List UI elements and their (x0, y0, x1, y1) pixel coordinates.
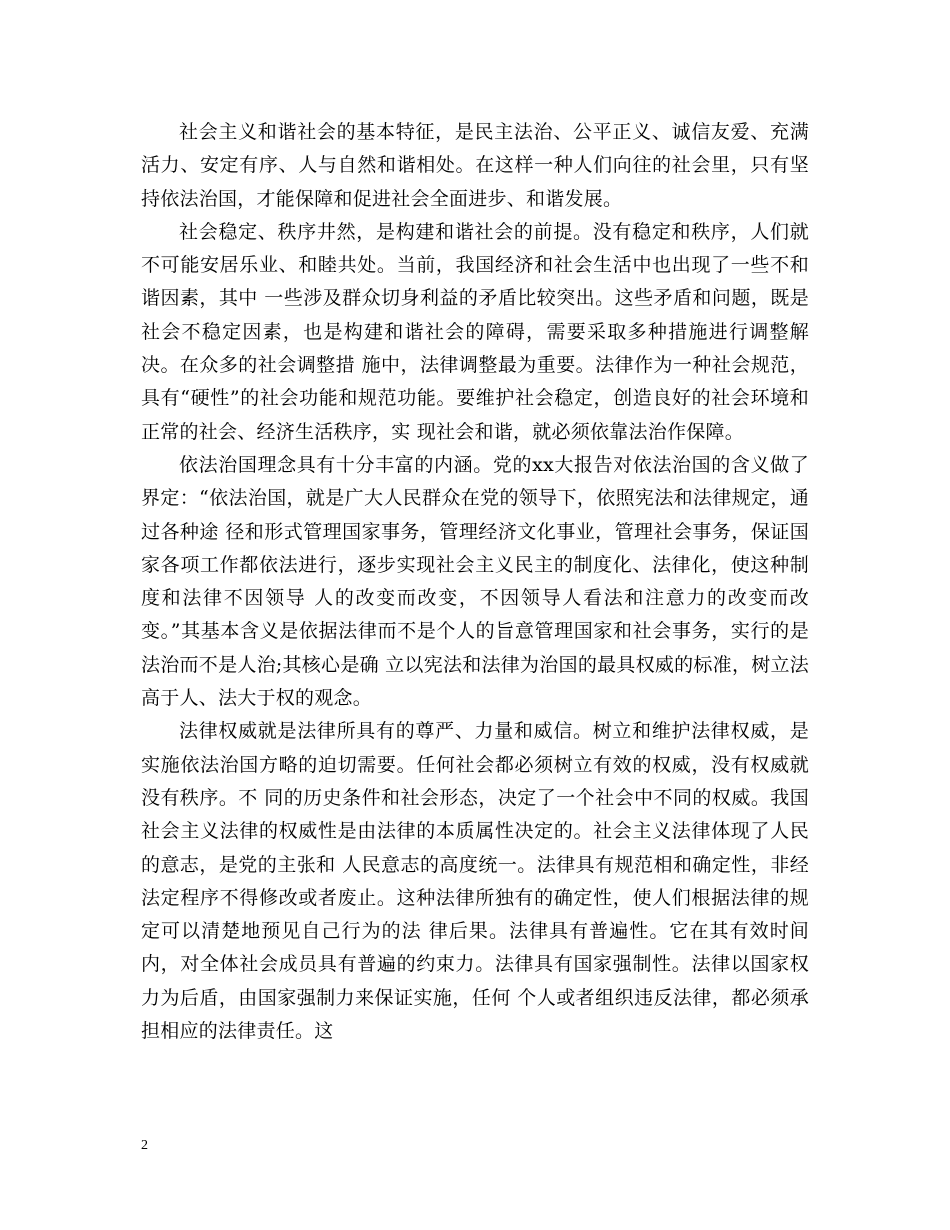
paragraph-legal-authority: 法律权威就是法律所具有的尊严、力量和威信。树立和维护法律权威，是实施依法治国方略的迫切需要。任何社会都必须树立有效的权威，没有权威就没有秩序。不 同的历史条件和社会形态，决定了一个社会中不同的权威。我国社会主义法律的权威性是由法律的本质属性决定的。社会主义法律体现了人民的意志，是党的主张和 人民意志的高度统一。法律具有规范相和确定性，非经法定程序不得修改或者废止。这种法律所独有的确定性，使人们根据法律的规定可以清楚地预见自己行为的法 律后果。法律具有普遍性。它在其有效时间内，对全体社会成员具有普遍的约束力。法律具有国家强制性。法律以国家权力为后盾，由国家强制力来保证实施，任何 个人或者组织违反法律，都必须承担相应的法律责任。这 (141, 720, 809, 1043)
paragraph-harmonious-society-features: 社会主义和谐社会的基本特征，是民主法治、公平正义、诚信友爱、充满活力、安定有序、人与自然和谐相处。在这样一种人们向往的社会里，只有坚持依法治国，才能保障和促进社会全面进步、和谐发展。 (141, 121, 809, 210)
paragraph-rule-of-law-concept: 依法治国理念具有十分丰富的内涵。党的xx大报告对依法治国的含义做了界定：“依法治国，就是广大人民群众在党的领导下，依照宪法和法律规定，通过各种途 径和形式管理国家事务，管理经济文化事业，管理社会事务，保证国家各项工作都依法进行，逐步实现社会主义民主的制度化、法律化，使这种制度和法律不因领导 人的改变而改变，不因领导人看法和注意力的改变而改变。”其基本含义是依据法律而不是个人的旨意管理国家和社会事务，实行的是法治而不是人治;其核心是确 立以宪法和法律为治国的最具权威的标准，树立法高于人、法大于权的观念。 (141, 453, 809, 710)
page-number: 2 (141, 1138, 148, 1153)
paragraph-social-stability: 社会稳定、秩序井然，是构建和谐社会的前提。没有稳定和秩序，人们就不可能安居乐业、和睦共处。当前，我国经济和社会生活中也出现了一些不和谐因素，其中 一些涉及群众切身利益的矛盾比较突出。这些矛盾和问题，既是社会不稳定因素，也是构建和谐社会的障碍，需要采取多种措施进行调整解决。在众多的社会调整措 施中，法律调整最为重要。法律作为一种社会规范，具有“硬性”的社会功能和规范功能。要维护社会稳定，创造良好的社会环境和正常的社会、经济生活秩序，实 现社会和谐，就必须依靠法治作保障。 (141, 220, 809, 443)
body-text (141, 116, 809, 1048)
